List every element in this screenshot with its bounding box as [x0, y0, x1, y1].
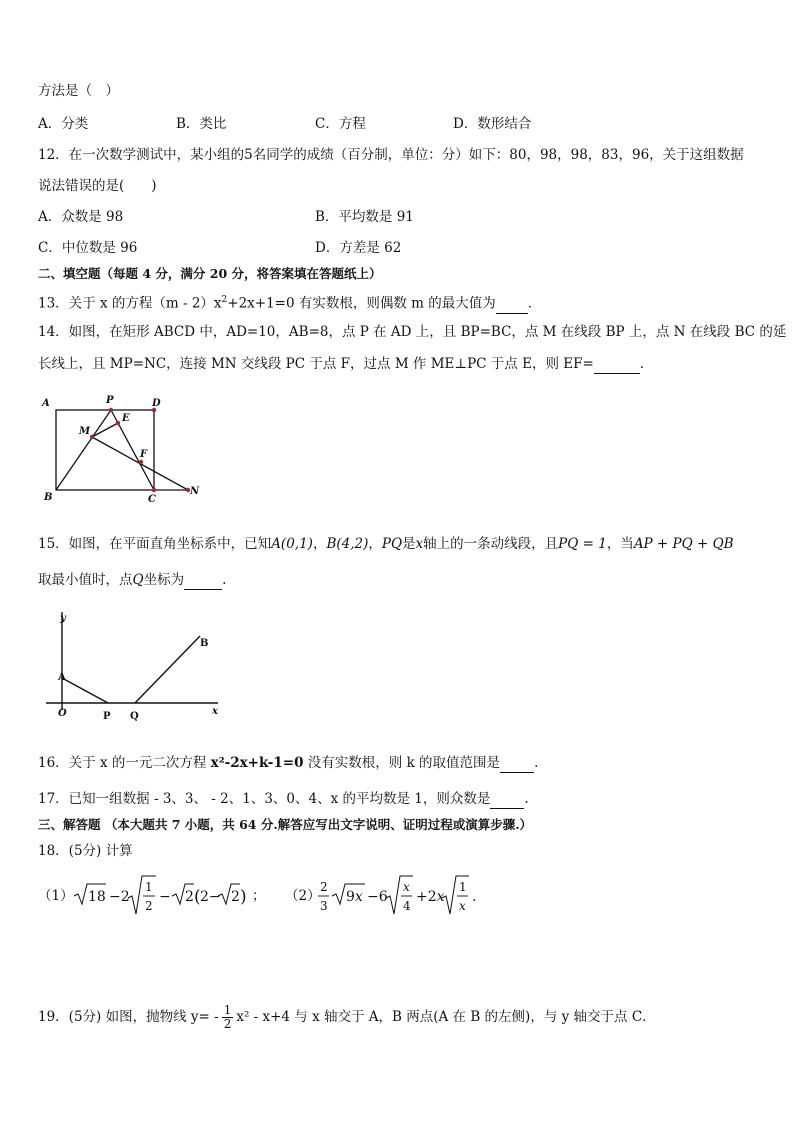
label-f: F [140, 449, 148, 460]
q16-answer-blank[interactable] [500, 754, 534, 773]
point-f-dot [139, 460, 143, 464]
label-c: C [148, 494, 156, 504]
q13-after: +2x+1=0 有实数根，则偶数 m 的最大值为 [227, 295, 496, 312]
q12-line1: 12．在一次数学测试中，某小组的5名同学的成绩（百分制，单位：分）如下：80，98，98，83，96，关于这组数据 [38, 147, 744, 163]
label-e: E [122, 413, 130, 424]
q15-figure [40, 606, 230, 726]
q15-text-b: ， [312, 536, 327, 552]
q11-option-b: B．类比 [176, 116, 227, 132]
q17-text: 17．已知一组数据 - 3、3、 - 2、1、3、0、4、x 的平均数是 1，则众数是 [38, 791, 491, 807]
q12-line2: 说法错误的是( ) [38, 178, 157, 194]
label-m: M [79, 426, 91, 437]
point-c-dot [152, 488, 156, 492]
q13-answer-blank[interactable] [496, 295, 528, 314]
q19-frac-den: 2 [223, 1017, 232, 1031]
q18-title: 18．(5分) 计算 [38, 843, 133, 859]
q15-line1 [38, 535, 734, 553]
q13-before: 13．关于 x 的方程（m - 2）x [38, 295, 222, 312]
svg-text:1: 1 [459, 880, 467, 894]
label-x: x [212, 706, 218, 717]
label-d: D [152, 398, 161, 409]
svg-text:x: x [459, 899, 466, 913]
q11-stem: 方法是（ ） [38, 83, 119, 99]
q15-answer-blank[interactable] [184, 571, 222, 590]
svg-text:−6: −6 [367, 889, 388, 905]
q13-sup: 2 [221, 295, 228, 305]
q15-x: x [415, 536, 424, 552]
svg-text:x: x [403, 880, 410, 894]
q11-option-c: C．方程 [315, 116, 366, 132]
q15-text-d: 是 [402, 536, 416, 552]
q15-text-f: ，当 [606, 536, 634, 552]
segment-ap [62, 678, 108, 703]
q14-line2-wrap [38, 355, 644, 374]
svg-text:2: 2 [231, 889, 240, 905]
svg-text:2: 2 [320, 880, 328, 894]
label-b: B [44, 492, 53, 503]
segment-bp [56, 410, 111, 490]
q18-part1-label: （1） [38, 888, 74, 904]
q19-after: x² - x+4 与 x 轴交于 A，B 两点(A 在 B 的左侧)，与 y 轴交于点 C． [236, 1009, 656, 1025]
q18-separator: ； [252, 888, 266, 904]
q15-pq: PQ [381, 536, 403, 552]
q17 [38, 790, 529, 809]
label-n: N [190, 486, 200, 497]
q16-end: . [534, 755, 539, 771]
label-a: A [58, 672, 66, 683]
q15-text-g: 取最小值时，点 [38, 572, 133, 588]
label-o: O [58, 708, 67, 719]
q18-part1-expression [72, 872, 252, 920]
q13-end: ． [527, 295, 542, 312]
point-p-dot [109, 408, 113, 412]
q13 [38, 291, 541, 314]
q15-pq-eq: PQ = 1 [558, 536, 607, 552]
q15-text-e: 轴上的一条动线段，且 [423, 536, 559, 552]
section-3-heading: 三、解答题 （本大题共 7 小题，共 64 分.解答应写出文字说明、证明过程或演算步骤.） [38, 817, 533, 832]
label-a: A [42, 398, 50, 409]
label-y: y [60, 613, 66, 624]
q14-end: . [639, 356, 645, 372]
q16-equation: x²-2x+k-1=0 [210, 755, 304, 771]
q12-option-b: B．平均数是 91 [315, 209, 414, 225]
svg-text:): ) [240, 887, 247, 907]
svg-text:(: ( [194, 887, 201, 907]
q15-end: . [222, 572, 227, 588]
q15-expr: AP + PQ + QB [633, 536, 734, 552]
svg-text:2: 2 [185, 889, 194, 905]
q16-before: 16．关于 x 的一元二次方程 [38, 755, 211, 771]
q11-option-a: A．分类 [38, 116, 89, 132]
q15-text-c: ， [368, 536, 382, 552]
svg-text:−2: −2 [109, 889, 130, 905]
svg-text:18: 18 [88, 889, 106, 905]
svg-text:1: 1 [145, 880, 153, 894]
svg-text:−: − [159, 889, 171, 905]
svg-text:2: 2 [145, 899, 153, 913]
q15-text-h: 坐标为 [143, 572, 185, 588]
q18-part2-expression [318, 872, 478, 920]
segment-me [92, 423, 118, 437]
q19-frac-num: 1 [223, 1003, 232, 1017]
q15-point-b: B(4,2) [326, 536, 369, 552]
svg-text:2−: 2− [200, 889, 221, 905]
label-p: P [106, 395, 114, 406]
q14-line1: 14．如图，在矩形 ABCD 中，AD=10，AB=8，点 P 在 AD 上，且 BP=BC，点 M 在线段 BP 上，点 N 在线段 BC 的延 [38, 324, 787, 340]
q14-answer-blank[interactable] [594, 355, 640, 374]
q17-end: . [524, 791, 529, 807]
segment-qb [135, 636, 200, 703]
q17-answer-blank[interactable] [490, 790, 524, 809]
label-p: P [103, 711, 111, 722]
svg-text:9x: 9x [346, 889, 363, 905]
q19-fraction [222, 1004, 234, 1031]
q15-point-a: A(0,1) [271, 536, 313, 552]
label-b: B [200, 638, 209, 649]
q19-before: 19．(5分) 如图，抛物线 y= - [38, 1009, 219, 1025]
point-m-dot [90, 435, 94, 439]
q11-option-d: D．数形结合 [453, 116, 532, 132]
q15-line2 [38, 571, 226, 590]
svg-text:4: 4 [403, 899, 411, 913]
q12-option-d: D．方差是 62 [315, 240, 402, 256]
point-e-dot [116, 421, 120, 425]
svg-text:.: . [472, 889, 477, 905]
q15-text-a: 15．如图，在平面直角坐标系中，已知 [38, 536, 272, 552]
svg-text:+2x: +2x [416, 889, 445, 905]
q19 [38, 1004, 656, 1031]
q18-part2-label: （2） [285, 888, 321, 904]
q16-after: 没有实数根，则 k 的取值范围是 [303, 755, 501, 771]
svg-text:3: 3 [320, 899, 328, 913]
q14-line2: 长线上，且 MP=NC，连接 MN 交线段 PC 于点 F，过点 M 作 ME⊥PC 于点 E，则 EF= [38, 356, 594, 372]
q12-option-a: A．众数是 98 [38, 209, 124, 225]
q14-figure [34, 392, 214, 504]
label-q: Q [130, 711, 139, 722]
q15-q: Q [132, 572, 144, 588]
section-2-heading: 二、填空题（每题 4 分，满分 20 分，将答案填在答题纸上） [38, 266, 382, 281]
q12-option-c: C．中位数是 96 [38, 240, 138, 256]
q16 [38, 754, 538, 773]
